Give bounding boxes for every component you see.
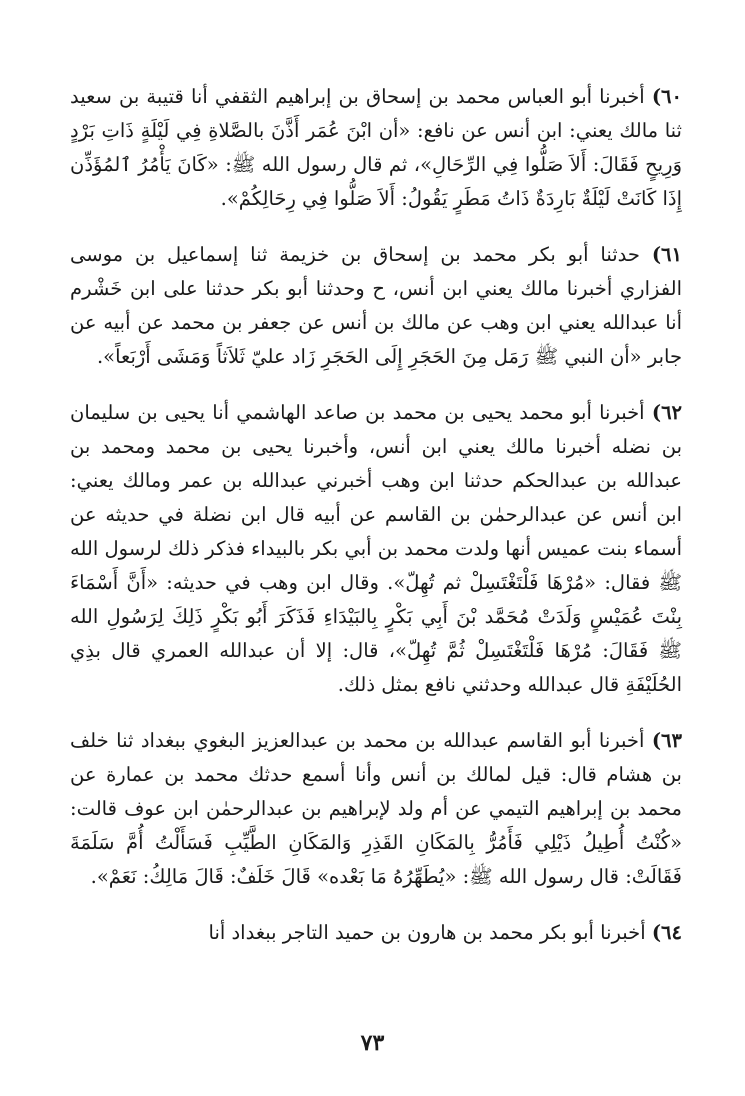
hadith-number: ٦٤) [651, 921, 682, 944]
hadith-paragraph-64 [70, 916, 682, 950]
page-number: ٧٣ [360, 1030, 385, 1056]
hadith-number: ٦٢) [651, 401, 683, 424]
hadith-text: حدثنا أبو بكر محمد بن إسحاق بن خزيمة ثنا إسماعيل بن موسى الفزاري أخبرنا مالك يعني ابن أنس، ح وحدثنا أبو بكر حدثنا على ابن خَشْرم أنا عبدالله يعني ابن وهب عن مالك بن أنس عن جعفر بن محمد عن أبيه عن جابر «أن النبي ﷺ رَمَل مِنَ الحَجَرِ إِلَى الحَجَرِ زَاد عليّ ثَلاَثاً وَمَشَى أَرْبَعاً». [70, 243, 682, 368]
hadith-paragraph-62 [70, 396, 682, 702]
hadith-number: ٦٠) [651, 85, 682, 108]
hadith-text: أخبرنا أبو بكر محمد بن هارون بن حميد التاجر ببغداد أنا [208, 921, 646, 944]
hadith-number: ٦١) [651, 243, 682, 266]
hadith-paragraph-63 [70, 724, 682, 894]
hadith-paragraph-60 [70, 80, 682, 216]
hadith-text: أخبرنا أبو محمد يحيى بن محمد بن صاعد الهاشمي أنا يحيى بن سليمان بن نضله أخبرنا مالك يعني ابن أنس، وأخبرنا يحيى بن محمد ومحمد بن عبدالله بن عبدالحكم حدثنا ابن وهب أخبرني عبدالله بن عمر ومالك يعني: ابن أنس عن عبدالرحمٰن بن القاسم عن أبيه قال ابن نضلة في حديثه عن أسماء بنت عميس أنها ولدت محمد بن أبي بكر بالبيداء فذكر ذلك لرسول الله ﷺ فقال: «مُرْهَا فَلْتَغْتَسِلْ ثم تُهِلّ». وقال ابن وهب في حديثه: «أَنَّ أَسْمَاءَ بِنْتَ عُمَيْسٍ وَلَدَتْ مُحَمَّد بْنَ أَبِي بَكْرٍ بِالبَيْدَاءِ فَذَكَرَ أَبُو بَكْرٍ ذَلِكَ لِرَسُولِ الله ﷺ فَقَالَ: مُرْهَا فَلْتَغْتَسِلْ ثُمَّ تُهِلّ»، قال: إلا أن عبدالله العمري قال بذِي الحُلَيْفَةِ قال عبدالله وحدثني نافع بمثل ذلك. [70, 401, 682, 696]
hadith-number: ٦٣) [651, 729, 682, 752]
page-body [70, 80, 682, 1020]
hadith-text: أخبرنا أبو العباس محمد بن إسحاق بن إبراهيم الثقفي أنا قتيبة بن سعيد ثنا مالك يعني: ابن أنس عن نافع: «أن ابْنَ عُمَر أَذَّنَ بالصَّلاةِ فِي لَيْلَةٍ ذَاتِ بَرْدٍ وَرِيحٍ فَقَالَ: أَلاَ صَلُّوا فِي الرِّحَالِ»، ثم قال رسول الله ﷺ: «كَانَ يَأْمُرُ ٱلمُؤَذِّن إِذَا كَانَتْ لَيْلَةٌ بَارِدَةٌ ذَاتُ مَطَرٍ يَقُولُ: أَلاَ صَلُّوا فِي رِحَالِكُمْ». [70, 85, 682, 210]
hadith-text: أخبرنا أبو القاسم عبدالله بن محمد بن عبدالعزيز البغوي ببغداد ثنا خلف بن هشام قال: قيل لمالك بن أنس وأنا أسمع حدثك محمد بن عمارة عن محمد بن إبراهيم التيمي عن أم ولد لإبراهيم بن عبدالرحمٰن ابن عوف قالت: «كُنْتُ أُطِيلُ ذَيْلِي فَأَمُرُّ بِالمَكَانِ القَذِرِ وَالمَكَانِ الطَّيِّبِ فَسَأَلْتُ أُمَّ سَلَمَةَ فَقَالَتْ: قال رسول الله ﷺ: «يُطَهِّرُهُ مَا بَعْده» قَالَ خَلَفٌ: قَالَ مَالِكُ: نَعَمْ». [70, 729, 682, 888]
hadith-paragraph-61 [70, 238, 682, 374]
